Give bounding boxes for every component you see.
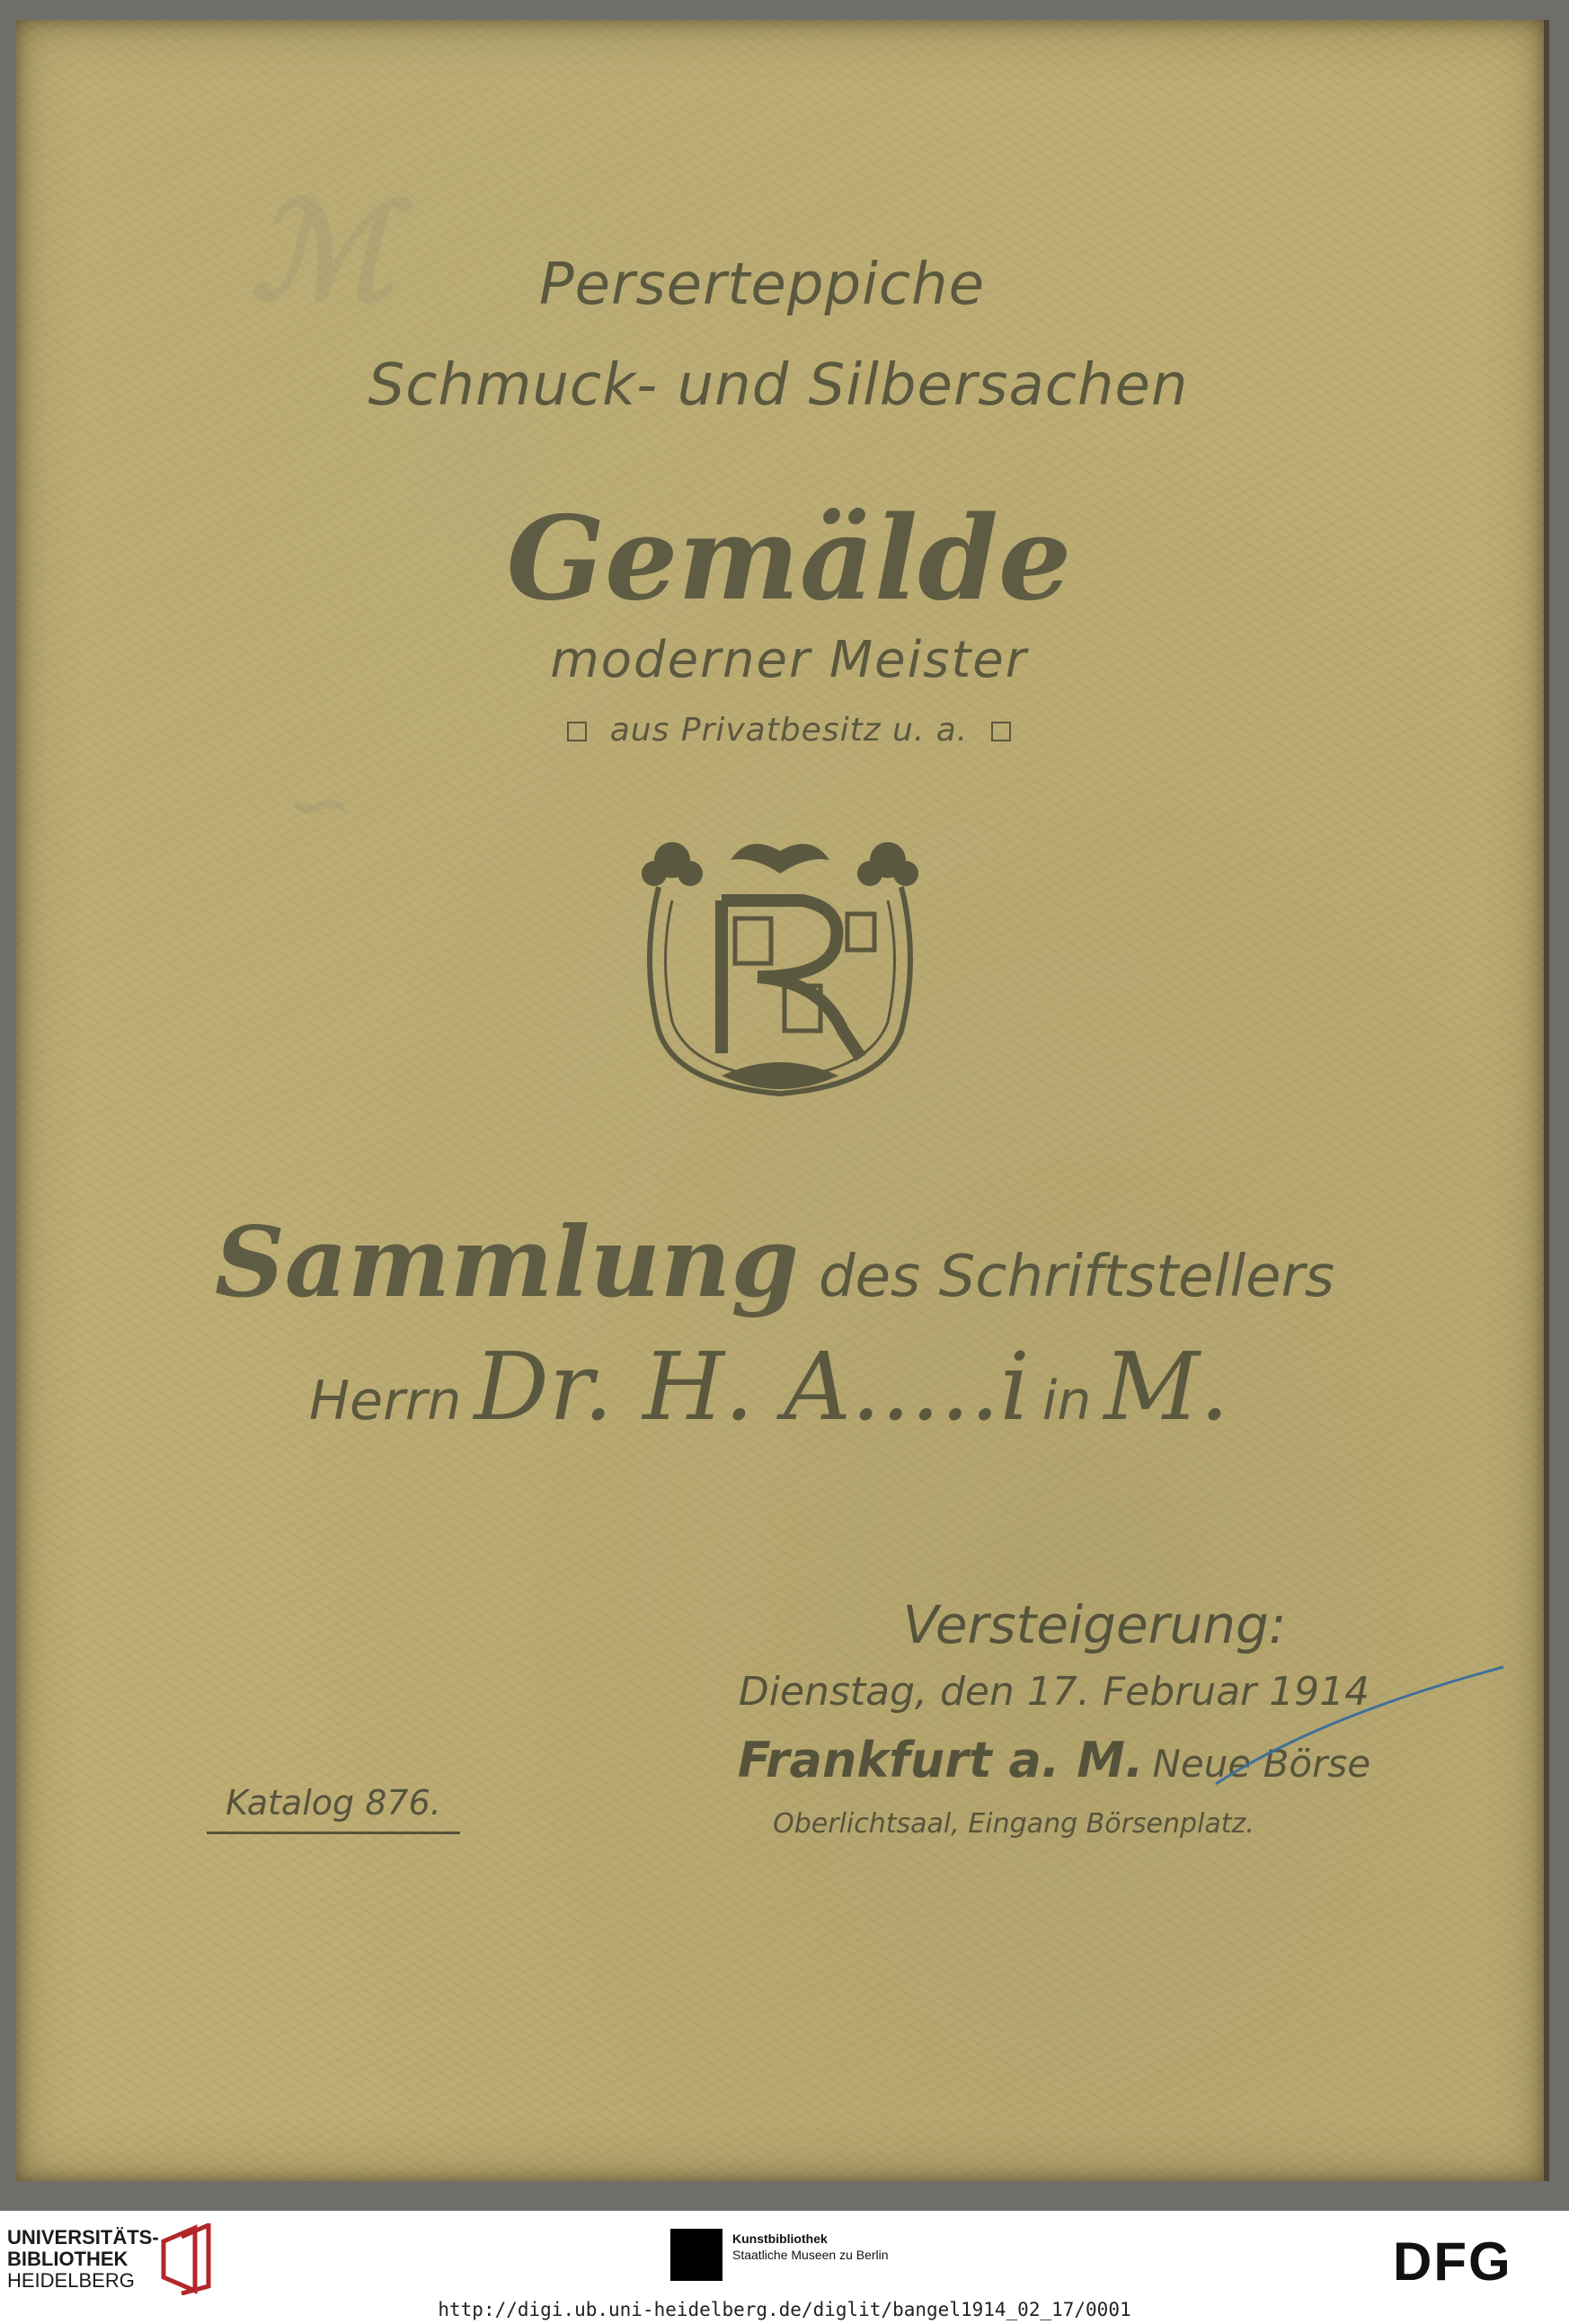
owner-place: M. xyxy=(1104,1332,1229,1441)
auction-date: Dienstag, den 17. Februar 1914 xyxy=(738,1669,1370,1715)
main-subtitle: moderner Meister xyxy=(550,631,1028,689)
provenance-line xyxy=(25,712,1553,749)
monogram-emblem-icon xyxy=(623,824,937,1112)
owner-in: in xyxy=(1042,1370,1092,1433)
auction-venue: Neue Börse xyxy=(1152,1742,1371,1786)
owner-prefix: Herrn xyxy=(309,1370,462,1433)
provenance-text: aus Privatbesitz u. a. xyxy=(609,712,969,749)
collection-rest: des Schriftstellers xyxy=(818,1244,1335,1310)
ub-logo-line-2: BIBLIOTHEK xyxy=(7,2248,129,2270)
title-line-2: Schmuck- und Silbersachen xyxy=(368,352,1189,419)
kunstbibliothek-subtitle: Staatliche Museen zu Berlin xyxy=(732,2248,889,2262)
kunstbibliothek-label[interactable] xyxy=(732,2231,889,2263)
ghost-lettering: ℳ xyxy=(250,173,394,331)
ub-logo-line-3: HEIDELBERG xyxy=(7,2269,135,2292)
owner-name: Dr. H. A.....i xyxy=(474,1332,1030,1441)
catalog-number: Katalog 876. xyxy=(207,1783,460,1834)
catalog-cover xyxy=(16,20,1549,2181)
owner-line xyxy=(5,1332,1533,1441)
ub-logo-line-1: UNIVERSITÄTS- xyxy=(7,2226,159,2249)
title-line-1: Perserteppiche xyxy=(539,252,985,318)
square-ornament-icon xyxy=(991,722,1011,741)
ub-heidelberg-logo[interactable] xyxy=(7,2227,159,2292)
kunstbibliothek-logo-icon xyxy=(670,2229,722,2281)
auction-room: Oberlichtsaal, Eingang Börsenplatz. xyxy=(773,1808,1254,1840)
auction-city: Frankfurt a. M. xyxy=(737,1732,1144,1788)
main-title: Gemälde xyxy=(506,492,1072,626)
permalink-url[interactable]: http://digi.ub.uni-heidelberg.de/diglit/bangel1914_02_17/0001 xyxy=(438,2299,1131,2320)
ub-heidelberg-mark-icon xyxy=(155,2223,217,2295)
ghost-lettering: ∽ xyxy=(286,757,354,852)
dfg-logo[interactable]: DFG xyxy=(1393,2231,1512,2292)
square-ornament-icon xyxy=(567,722,587,741)
pen-stroke-mark xyxy=(1211,1663,1508,1788)
kunstbibliothek-title: Kunstbibliothek xyxy=(732,2231,828,2246)
collection-line xyxy=(11,1206,1538,1319)
collection-word: Sammlung xyxy=(214,1206,799,1319)
auction-heading: Versteigerung: xyxy=(902,1594,1287,1655)
